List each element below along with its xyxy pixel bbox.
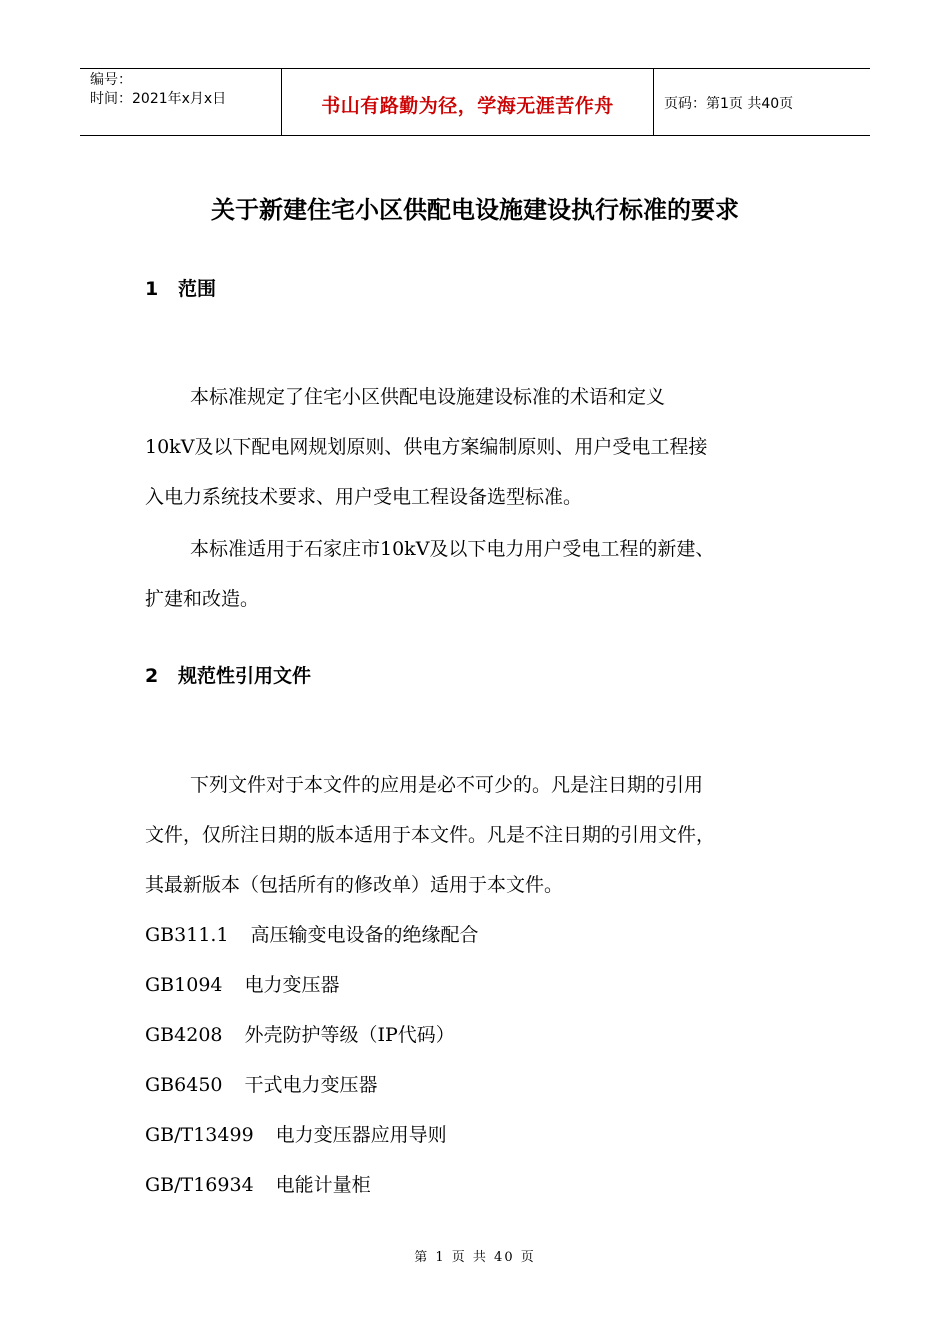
reference-name: 电力变压器 bbox=[244, 974, 340, 996]
references-paragraph bbox=[145, 760, 810, 910]
scope-paragraph-1 bbox=[145, 372, 810, 522]
document-header bbox=[80, 68, 870, 136]
reference-code: GB311.1 bbox=[145, 924, 229, 946]
section-number: 2 bbox=[145, 665, 159, 687]
reference-code: GB/T13499 bbox=[145, 1124, 254, 1146]
paragraph-line: 10kV及以下配电网规划原则、供电方案编制原则、用户受电工程接 bbox=[145, 436, 708, 458]
section-number: 1 bbox=[145, 278, 159, 300]
reference-code: GB/T16934 bbox=[145, 1174, 254, 1196]
reference-name: 干式电力变压器 bbox=[244, 1074, 378, 1096]
section-heading-scope bbox=[145, 274, 216, 301]
section-heading-normative-references bbox=[145, 661, 311, 688]
reference-code: GB1094 bbox=[145, 974, 223, 996]
scope-paragraph-2 bbox=[145, 524, 810, 624]
section-title: 范围 bbox=[178, 278, 217, 300]
header-motto-cell bbox=[282, 69, 654, 135]
document-number-label: 编号： bbox=[90, 72, 132, 88]
reference-name: 外壳防护等级（IP代码） bbox=[244, 1024, 455, 1046]
reference-name: 高压输变电设备的绝缘配合 bbox=[250, 924, 479, 946]
paragraph-line: 文件，仅所注日期的版本适用于本文件。凡是不注日期的引用文件， bbox=[145, 824, 716, 846]
reference-code: GB6450 bbox=[145, 1074, 223, 1096]
page-footer: 第 1 页 共 40 页 bbox=[414, 1250, 536, 1265]
paragraph-line: 扩建和改造。 bbox=[145, 588, 260, 610]
list-item bbox=[145, 1010, 479, 1060]
list-item bbox=[145, 1060, 479, 1110]
paragraph-line: 本标准规定了住宅小区供配电设施建设标准的术语和定义 bbox=[190, 386, 666, 408]
paragraph-line: 其最新版本（包括所有的修改单）适用于本文件。 bbox=[145, 874, 564, 896]
header-motto: 书山有路勤为径，学海无涯苦作舟 bbox=[321, 94, 614, 117]
list-item bbox=[145, 910, 479, 960]
header-page-info: 页码：第1页 共40页 bbox=[664, 96, 794, 112]
header-info-cell bbox=[80, 69, 282, 135]
section-title: 规范性引用文件 bbox=[178, 665, 312, 687]
document-time-label: 时间：2021年x月x日 bbox=[90, 91, 227, 107]
reference-name: 电能计量柜 bbox=[275, 1174, 371, 1196]
reference-name: 电力变压器应用导则 bbox=[275, 1124, 447, 1146]
paragraph-line: 下列文件对于本文件的应用是必不可少的。凡是注日期的引用 bbox=[190, 774, 704, 796]
list-item bbox=[145, 960, 479, 1010]
reference-list bbox=[145, 910, 479, 1210]
paragraph-line: 本标准适用于石家庄市10kV及以下电力用户受电工程的新建、 bbox=[190, 538, 715, 560]
header-page-cell bbox=[654, 69, 870, 135]
list-item bbox=[145, 1160, 479, 1210]
reference-code: GB4208 bbox=[145, 1024, 223, 1046]
paragraph-line: 入电力系统技术要求、用户受电工程设备选型标准。 bbox=[145, 486, 583, 508]
list-item bbox=[145, 1110, 479, 1160]
document-title: 关于新建住宅小区供配电设施建设执行标准的要求 bbox=[211, 196, 739, 224]
